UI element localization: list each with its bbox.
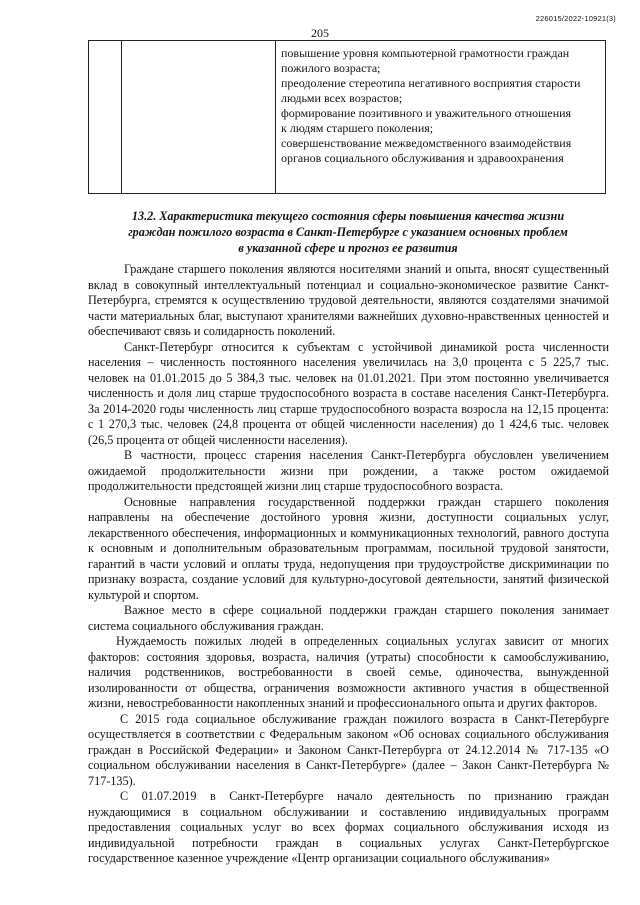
table-line: пожилого возраста;	[281, 61, 381, 75]
section-body	[88, 262, 609, 867]
table-column-divider	[275, 41, 276, 193]
document-id: 226015/2022-10921(3)	[535, 14, 616, 23]
page-number: 205	[311, 26, 329, 40]
continuation-table	[88, 40, 606, 194]
table-line: повышение уровня компьютерной грамотности граждан	[281, 46, 570, 60]
section-title-line: в указанной сфере и прогноз ее развития	[238, 241, 458, 255]
paragraph: В частности, процесс старения населения Санкт-Петербурга обусловлен увеличением ожидаемой продолжительности жизни при рождении, а также ростом ожидаемой продолжительности предстоящей жизни лиц старше трудоспособного возраста.	[88, 448, 609, 493]
table-cell-tasks	[281, 46, 591, 166]
table-line: преодоление стереотипа негативного восприятия старости	[281, 76, 581, 90]
paragraph: Нуждаемость пожилых людей в определенных социальных услугах зависит от многих факторов: состояния здоровья, возраста, наличия (утраты) способности к самообслуживанию, наличия родственников, востребованности в своей семье, одиночества, вынужденной изолированности от общества, ограничения возможности активного участия в общественной жизни, невостребованности накопленных знаний и профессионального опыта и других факторов.	[88, 634, 609, 710]
table-line: людьми всех возрастов;	[281, 91, 403, 105]
paragraph: Санкт-Петербург относится к субъектам с устойчивой динамикой роста численности населения – численность постоянного населения увеличилась на 3,0 процента с 5 225,7 тыс. человек на 01.01.2015 до 5 384,3 тыс. человек на 01.01.2021. При этом постоянно увеличивается численность и доля лиц старше трудоспособного возраста в составе населения Санкт-Петербурга. За 2014-2020 годы численность лиц старше трудоспособного возраста возросла на 12,15 процента: с 1 270,3 тыс. человек (24,8 процента от общей численности населения) до 1 424,6 тыс. человек (26,5 процента от общей численности населения).	[88, 339, 609, 447]
paragraph: С 2015 года социальное обслуживание граждан пожилого возраста в Санкт-Петербурге осуществляется в соответствии с Федеральным законом «Об основах социального обслуживания граждан в Российской Федерации» и Законом Санкт-Петербурга от 24.12.2014 № 717-135 «О социальном обслуживании населения в Санкт-Петербурге» (далее – Закон Санкт-Петербурга № 717-135).	[88, 711, 609, 788]
table-line: органов социального обслуживания и здравоохранения	[281, 151, 564, 165]
table-line: к людям старшего поколения;	[281, 121, 434, 135]
paragraph: С 01.07.2019 в Санкт-Петербурге начало деятельность по признанию граждан нуждающимися в социальном обслуживании и составлению индивидуальных программ предоставления социальных услуг во всех формах социального обслуживания исходя из индивидуальной потребности граждан в социальных услугах Санкт-Петербургское государственное казенное учреждение «Центр организации социального обслуживания»	[88, 789, 609, 865]
section-title	[104, 208, 592, 256]
table-line: формирование позитивного и уважительного отношения	[281, 106, 572, 120]
table-line: совершенствование межведомственного взаимодействия	[281, 136, 572, 150]
section-title-line: 13.2. Характеристика текущего состояния сферы повышения качества жизни	[131, 209, 565, 223]
section-title-line: граждан пожилого возраста в Санкт-Петербурге с указанием основных проблем	[128, 225, 568, 239]
paragraph: Основные направления государственной поддержки граждан старшего поколения направлены на обеспечение достойного уровня жизни, доступности социальных услуг, лекарственного обеспечения, информационных и коммуникационных технологий, равного доступа к основным и дополнительным образовательным программам, посильной трудовой занятости, гарантий в части условий и оплаты труда, недопущения при трудоустройстве дискриминации по признаку возраста, создание условий для культурно-досуговой деятельности, занятий физической культурой и спортом.	[88, 494, 609, 602]
paragraph: Важное место в сфере социальной поддержки граждан старшего поколения занимает система социального обслуживания граждан.	[88, 603, 609, 633]
table-column-divider	[121, 41, 122, 193]
paragraph: Граждане старшего поколения являются носителями знаний и опыта, вносят существенный вклад в совокупный интеллектуальный потенциал и социально-экономическое развитие Санкт-Петербурга, стремятся к осуществлению трудовой деятельности, являются создателями значимой части материальных благ, выступают хранителями важнейших духовно-нравственных ценностей и обеспечивают связь и солидарность поколений.	[88, 262, 609, 338]
